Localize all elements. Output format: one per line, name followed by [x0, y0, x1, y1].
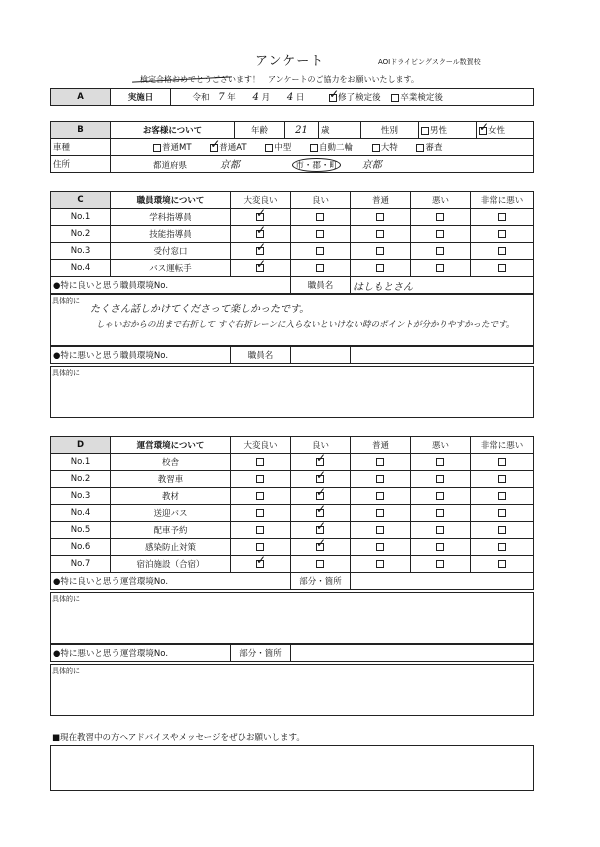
day-unit: 日: [295, 93, 305, 103]
vehicle-2: 中型: [274, 143, 292, 153]
month-unit: 月: [261, 93, 271, 103]
address-label: 住所: [51, 156, 111, 173]
city-value[interactable]: 京都: [361, 160, 382, 171]
d-rating-checkbox[interactable]: [376, 560, 384, 568]
c-row-no: No.4: [51, 260, 111, 277]
c-row-no: No.2: [51, 226, 111, 243]
d-row-no: No.3: [51, 488, 111, 505]
c-row: [51, 209, 534, 226]
c-rating-checkbox[interactable]: [376, 230, 384, 238]
d-rating-header-2: 普通: [351, 437, 411, 454]
date-label: 実施日: [111, 89, 171, 106]
section-c-title: 職員環境について: [111, 192, 231, 209]
checkbox-shuryo[interactable]: [329, 94, 337, 102]
d-rating-header-4: 非常に悪い: [471, 437, 534, 454]
d-rating-checkbox[interactable]: [436, 543, 444, 551]
d-rating-checkbox[interactable]: [376, 543, 384, 551]
vehicle-5: 審査: [425, 143, 443, 153]
d-rating-checkbox[interactable]: [436, 492, 444, 500]
c-good-staff-label: 職員名: [291, 277, 351, 294]
message-label: ■現在教習中の方へアドバイスやメッセージをぜひお願いします。: [52, 733, 305, 743]
c-good-detail-line-2: しゃいおからの出まで右折して すぐ右折レーンに入らないといけない時のポイントが分かりやすかったです。: [96, 320, 515, 330]
checkbox-male[interactable]: [421, 127, 429, 135]
d-rating-header-3: 悪い: [411, 437, 471, 454]
d-rating-checkbox[interactable]: [256, 492, 264, 500]
checkbox-vehicle-3[interactable]: [310, 144, 318, 152]
c-rating-checkbox[interactable]: [498, 247, 506, 255]
rating-header-0: 大変良い: [231, 192, 291, 209]
d-bad-part-value[interactable]: [291, 645, 534, 662]
c-row-item: 受付窓口: [111, 243, 231, 260]
d-rating-checkbox[interactable]: [256, 560, 264, 568]
vehicle-3: 自動二輪: [319, 143, 354, 153]
c-bad-staff-value[interactable]: [291, 347, 351, 364]
c-row: [51, 226, 534, 243]
d-rating-checkbox[interactable]: [498, 475, 506, 483]
c-rating-checkbox[interactable]: [256, 230, 264, 238]
c-good-label: ●特に良いと思う職員環境No.: [51, 277, 291, 294]
section-a-tag: A: [51, 89, 111, 106]
d-bad-detail-label: 具体的に: [52, 667, 80, 675]
section-b-table: [50, 121, 534, 173]
d-rating-checkbox[interactable]: [256, 458, 264, 466]
d-rating-header-0: 大変良い: [231, 437, 291, 454]
d-row: [51, 539, 534, 556]
d-row-no: No.5: [51, 522, 111, 539]
c-rating-checkbox[interactable]: [436, 264, 444, 272]
d-rating-checkbox[interactable]: [436, 475, 444, 483]
male-label: 男性: [430, 126, 448, 136]
vehicle-4: 大特: [380, 143, 398, 153]
d-rating-checkbox[interactable]: [256, 509, 264, 517]
c-good-staff-value[interactable]: はしもとさん: [353, 281, 413, 293]
section-a-table: [50, 88, 534, 106]
d-good-label: ●特に良いと思う運営環境No.: [51, 573, 291, 590]
d-row: [51, 556, 534, 573]
vehicle-0: 普通MT: [162, 143, 192, 153]
d-rating-checkbox[interactable]: [436, 509, 444, 517]
checkbox-vehicle-4[interactable]: [372, 144, 380, 152]
c-rating-checkbox[interactable]: [256, 264, 264, 272]
d-row-no: No.1: [51, 454, 111, 471]
d-rating-checkbox[interactable]: [498, 560, 506, 568]
d-rating-checkbox[interactable]: [316, 492, 324, 500]
d-rating-checkbox[interactable]: [316, 509, 324, 517]
d-rating-checkbox[interactable]: [316, 526, 324, 534]
c-rating-checkbox[interactable]: [256, 247, 264, 255]
d-rating-header-1: 良い: [291, 437, 351, 454]
d-rating-checkbox[interactable]: [498, 526, 506, 534]
c-rating-checkbox[interactable]: [316, 230, 324, 238]
d-row-item: 感染防止対策: [111, 539, 231, 556]
section-d-tag: D: [51, 437, 111, 454]
c-row-no: No.3: [51, 243, 111, 260]
c-rating-checkbox[interactable]: [376, 264, 384, 272]
c-bad-label: ●特に悪いと思う職員環境No.: [51, 347, 231, 364]
d-row-item: 教材: [111, 488, 231, 505]
month-value[interactable]: 4: [252, 92, 259, 103]
c-rating-checkbox[interactable]: [498, 264, 506, 272]
d-rating-checkbox[interactable]: [256, 543, 264, 551]
d-rating-checkbox[interactable]: [498, 458, 506, 466]
age-value[interactable]: 21: [295, 124, 308, 136]
era: 令和: [192, 93, 210, 103]
section-d-rows: [51, 454, 534, 573]
d-row: [51, 488, 534, 505]
c-bad-staff-label: 職員名: [231, 347, 291, 364]
school-name: AOIドライビングスクール数賀校: [378, 58, 481, 66]
c-good-detail-line-1: たくさん話しかけてくださって楽しかったです。: [90, 304, 310, 315]
d-rating-checkbox[interactable]: [316, 458, 324, 466]
c-row-item: バス運転手: [111, 260, 231, 277]
rating-header-3: 悪い: [411, 192, 471, 209]
c-rating-checkbox[interactable]: [316, 213, 324, 221]
d-rating-checkbox[interactable]: [376, 492, 384, 500]
c-rating-checkbox[interactable]: [498, 230, 506, 238]
d-good-part-label: 部分・箇所: [291, 573, 351, 590]
c-row-no: No.1: [51, 209, 111, 226]
d-rating-checkbox[interactable]: [436, 526, 444, 534]
c-rating-checkbox[interactable]: [498, 213, 506, 221]
d-rating-checkbox[interactable]: [376, 509, 384, 517]
d-row-no: No.6: [51, 539, 111, 556]
c-row: [51, 260, 534, 277]
d-bad-detail-box[interactable]: [50, 664, 534, 716]
section-c-table: [50, 191, 534, 294]
c-rating-checkbox[interactable]: [376, 247, 384, 255]
d-row-item: 教習車: [111, 471, 231, 488]
opt-sotsugyo: 卒業検定後: [400, 93, 443, 103]
checkbox-vehicle-0[interactable]: [153, 144, 161, 152]
d-good-detail-label: 具体的に: [52, 595, 80, 603]
d-row-item: 送迎バス: [111, 505, 231, 522]
d-bad-part-label: 部分・箇所: [231, 645, 291, 662]
d-row-no: No.7: [51, 556, 111, 573]
vehicle-label: 車種: [51, 139, 111, 156]
d-row-no: No.2: [51, 471, 111, 488]
d-rating-checkbox[interactable]: [498, 509, 506, 517]
rating-header-4: 非常に悪い: [471, 192, 534, 209]
d-row: [51, 522, 534, 539]
c-rating-checkbox[interactable]: [436, 247, 444, 255]
d-good-detail-box[interactable]: [50, 592, 534, 644]
d-rating-checkbox[interactable]: [436, 458, 444, 466]
d-row-no: No.4: [51, 505, 111, 522]
d-rating-checkbox[interactable]: [498, 543, 506, 551]
checkbox-vehicle-2[interactable]: [265, 144, 273, 152]
checkbox-vehicle-1[interactable]: [210, 144, 218, 152]
c-rating-checkbox[interactable]: [316, 264, 324, 272]
c-bad-detail-label: 具体的に: [52, 369, 80, 377]
c-rating-checkbox[interactable]: [436, 230, 444, 238]
d-rating-checkbox[interactable]: [316, 475, 324, 483]
c-row-item: 技能指導員: [111, 226, 231, 243]
age-unit: 歳: [319, 122, 361, 139]
section-d-table: [50, 436, 534, 590]
rating-header-1: 良い: [291, 192, 351, 209]
year-unit: 年: [227, 93, 236, 103]
vehicle-1: 普通AT: [219, 143, 247, 153]
c-bad-detail-box[interactable]: [50, 366, 534, 418]
c-row-item: 学科指導員: [111, 209, 231, 226]
d-rating-checkbox[interactable]: [498, 492, 506, 500]
section-b-tag: B: [51, 122, 111, 139]
d-good-part-value[interactable]: [351, 573, 534, 590]
d-bad-label: ●特に悪いと思う運営環境No.: [51, 645, 231, 662]
survey-title: アンケート: [255, 54, 325, 69]
section-c-rows: [51, 209, 534, 277]
rating-header-2: 普通: [351, 192, 411, 209]
d-rating-checkbox[interactable]: [256, 475, 264, 483]
d-row: [51, 454, 534, 471]
d-row-item: 宿泊施設（合宿）: [111, 556, 231, 573]
d-row-item: 配車予約: [111, 522, 231, 539]
age-label: 年齢: [235, 122, 285, 139]
female-label: 女性: [488, 126, 506, 136]
c-row: [51, 243, 534, 260]
d-bad-table: [50, 644, 534, 662]
c-rating-checkbox[interactable]: [256, 213, 264, 221]
d-row-item: 校舎: [111, 454, 231, 471]
d-row: [51, 505, 534, 522]
d-rating-checkbox[interactable]: [376, 526, 384, 534]
section-b-title: お客様について: [111, 122, 235, 139]
pref-label: 都道府県: [153, 161, 188, 171]
message-box[interactable]: [50, 745, 534, 791]
pref-value[interactable]: 京都: [219, 160, 240, 171]
d-row: [51, 471, 534, 488]
c-rating-checkbox[interactable]: [436, 213, 444, 221]
d-rating-checkbox[interactable]: [256, 526, 264, 534]
d-rating-checkbox[interactable]: [376, 475, 384, 483]
section-c-tag: C: [51, 192, 111, 209]
section-d-title: 運営環境について: [111, 437, 231, 454]
opt-shuryo: 修了検定後: [338, 93, 381, 103]
intro-text: 検定合格おめでとうございます！ アンケートのご協力をお願いいたします。: [140, 75, 419, 84]
checkbox-vehicle-5[interactable]: [416, 144, 424, 152]
gender-label: 性別: [361, 122, 419, 139]
d-rating-checkbox[interactable]: [436, 560, 444, 568]
c-good-detail-label: 具体的に: [52, 297, 80, 305]
d-rating-checkbox[interactable]: [316, 543, 324, 551]
c-rating-checkbox[interactable]: [376, 213, 384, 221]
year-value[interactable]: 7: [218, 92, 225, 103]
city-label: 市・郡・町: [292, 158, 341, 172]
checkbox-female[interactable]: [479, 127, 487, 135]
checkbox-sotsugyo[interactable]: [391, 94, 399, 102]
d-rating-checkbox[interactable]: [376, 458, 384, 466]
c-rating-checkbox[interactable]: [316, 247, 324, 255]
c-bad-table: [50, 346, 534, 364]
day-value[interactable]: 4: [286, 92, 294, 103]
d-rating-checkbox[interactable]: [316, 560, 324, 568]
